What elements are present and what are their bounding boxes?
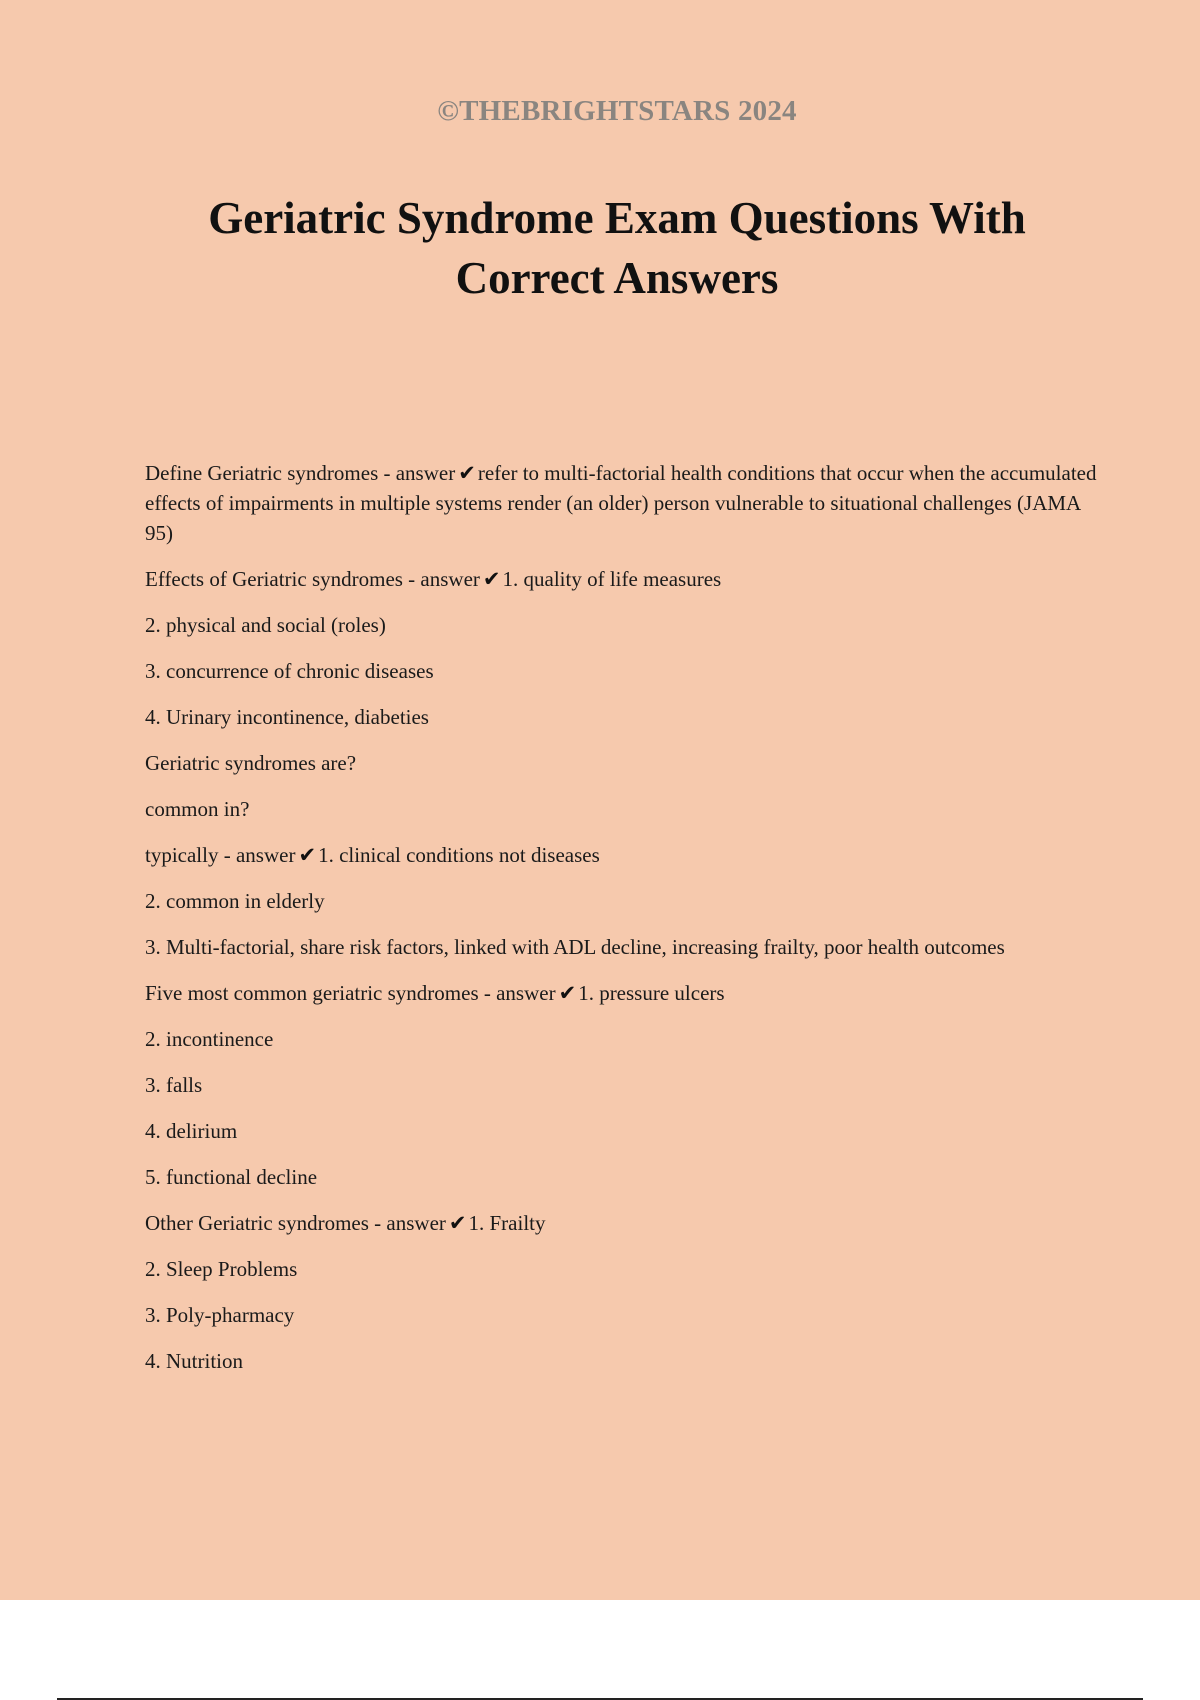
qa-item-2 — [145, 564, 1100, 594]
answer-line: 3. falls — [145, 1073, 203, 1097]
answer-text: 1. clinical conditions not diseases — [318, 843, 600, 867]
answer-line: 2. Sleep Problems — [145, 1257, 298, 1281]
answer-text: refer to multi-factorial health conditions that occur when the accumulated effects of impairments in multiple systems render (an older) person vulnerable to situational challenges (JAMA 95) — [145, 461, 1097, 545]
answer-line: 3. Multi-factorial, share risk factors, linked with ADL decline, increasing frailty, poor health outcomes — [145, 935, 1005, 959]
question-text: Define Geriatric syndromes - answer — [145, 461, 456, 485]
answer-line: 4. Urinary incontinence, diabeties — [145, 705, 429, 729]
question-text: Effects of Geriatric syndromes - answer — [145, 567, 480, 591]
answer-line: 4. Nutrition — [145, 1349, 243, 1373]
copyright-watermark: ©THEBRIGHTSTARS 2024 — [437, 95, 797, 127]
answer-line: 4. delirium — [145, 1119, 238, 1143]
qa-content — [145, 458, 1100, 1392]
answer-text: 1. quality of life measures — [502, 567, 722, 591]
document-title: Geriatric Syndrome Exam Questions With Correct Answers — [208, 193, 1026, 303]
check-icon: ✔ — [558, 981, 577, 1005]
check-icon: ✔ — [482, 567, 501, 591]
qa-item-5 — [145, 1208, 1100, 1238]
answer-line: 2. physical and social (roles) — [145, 613, 386, 637]
answer-line: 3. concurrence of chronic diseases — [145, 659, 434, 683]
question-text: typically - answer — [145, 843, 296, 867]
question-text: Other Geriatric syndromes - answer — [145, 1211, 446, 1235]
check-icon: ✔ — [458, 461, 476, 485]
check-icon: ✔ — [298, 843, 317, 867]
answer-text: 1. pressure ulcers — [578, 981, 725, 1005]
answer-line: 5. functional decline — [145, 1165, 318, 1189]
question-line: common in? — [145, 797, 250, 821]
qa-item-3 — [145, 840, 1100, 870]
answer-line: 3. Poly-pharmacy — [145, 1303, 295, 1327]
question-text: Five most common geriatric syndromes - answer — [145, 981, 556, 1005]
check-icon: ✔ — [448, 1211, 467, 1235]
answer-line: 2. incontinence — [145, 1027, 274, 1051]
question-line: Geriatric syndromes are? — [145, 751, 357, 775]
answer-text: 1. Frailty — [468, 1211, 546, 1235]
qa-item-4 — [145, 978, 1100, 1008]
qa-item-1 — [145, 458, 1100, 548]
answer-line: 2. common in elderly — [145, 889, 325, 913]
